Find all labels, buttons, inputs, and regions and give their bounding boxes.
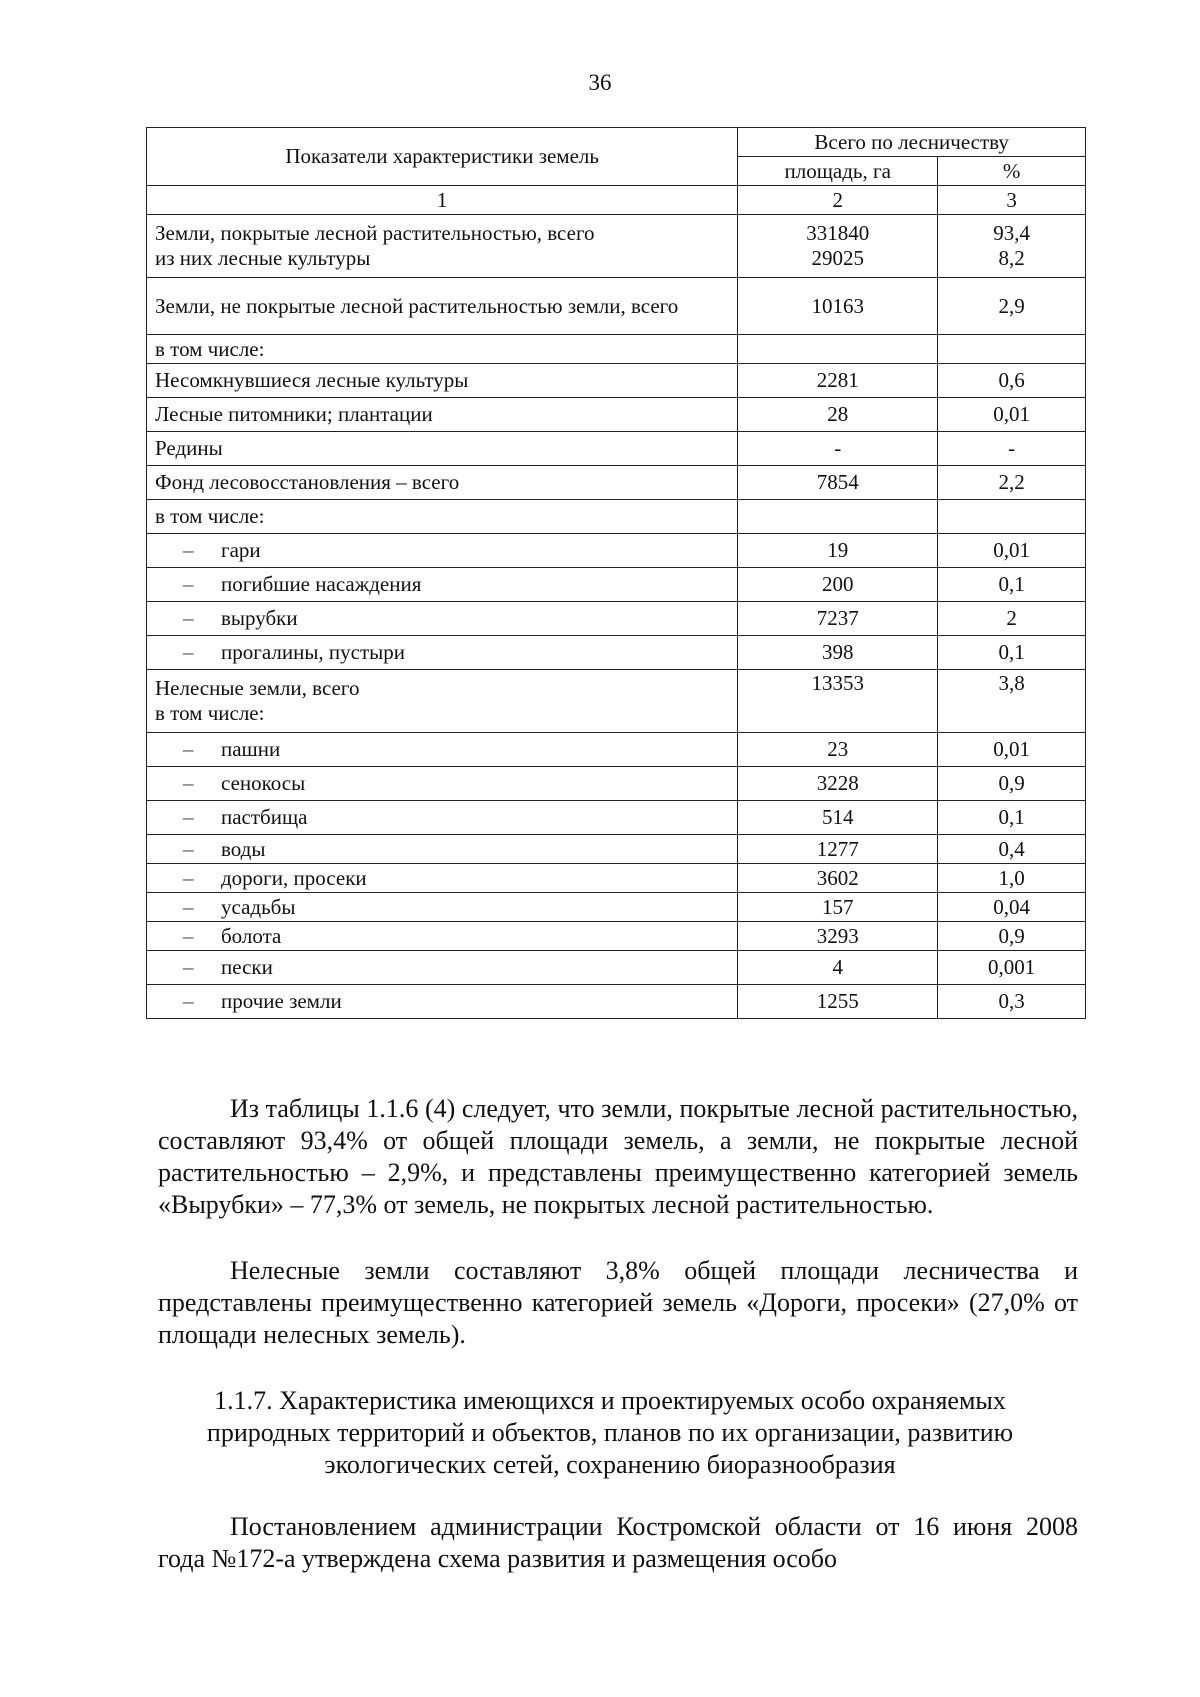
row-area: 13353 xyxy=(738,670,938,733)
table-row xyxy=(147,985,1086,1019)
row-pct: 0,001 xyxy=(938,951,1086,985)
list-dash: – xyxy=(183,923,194,948)
row-area: 7237 xyxy=(738,602,938,636)
row-label: пески xyxy=(221,955,273,979)
table-row xyxy=(147,466,1086,500)
row-pct-sub: 8,2 xyxy=(998,246,1025,270)
paragraph-non-forest xyxy=(158,1255,1078,1351)
list-dash: – xyxy=(183,894,194,919)
row-pct: 2,9 xyxy=(938,278,1086,335)
row-pct: 0,01 xyxy=(938,534,1086,568)
table-row xyxy=(147,534,1086,568)
table-row xyxy=(147,398,1086,432)
row-label: погибшие насаждения xyxy=(221,572,422,596)
row-area: 19 xyxy=(738,534,938,568)
row-label: Земли, покрытые лесной растительностью, всего xyxy=(155,221,595,245)
row-area: 28 xyxy=(738,398,938,432)
list-dash: – xyxy=(183,640,194,664)
table-row xyxy=(147,864,1086,893)
row-area xyxy=(738,335,938,364)
header-percent: % xyxy=(938,157,1086,186)
table-row xyxy=(147,922,1086,951)
row-label: гари xyxy=(221,538,261,562)
row-area: - xyxy=(738,432,938,466)
header-num-1: 1 xyxy=(147,186,738,215)
table-row xyxy=(147,670,1086,733)
table-row xyxy=(147,602,1086,636)
row-area: 23 xyxy=(738,733,938,767)
row-pct: 0,1 xyxy=(938,801,1086,835)
row-label: Лесные питомники; плантации xyxy=(147,398,738,432)
table-row xyxy=(147,636,1086,670)
paragraph-text: Из таблицы 1.1.6 (4) следует, что земли, покрытые лесной растительностью, составляют 93,4% от общей площади земель, а земли, не покрытые лесной растительностью – 2,9%, и представлены преимущественно категорией земель «Вырубки» – 77,3% от земель, не покрытых лесной растительностью. xyxy=(158,1094,1078,1219)
row-pct: 0,4 xyxy=(938,835,1086,864)
row-label: Земли, не покрытые лесной растительностью земли, всего xyxy=(147,278,738,335)
list-dash: – xyxy=(183,955,194,979)
row-label-sub: в том числе: xyxy=(155,701,265,725)
row-pct: 93,4 xyxy=(993,221,1030,245)
row-label: прочие земли xyxy=(221,989,342,1013)
row-label: в том числе: xyxy=(147,335,738,364)
row-label: пастбища xyxy=(221,805,308,829)
row-label: Нелесные земли, всего xyxy=(155,676,360,700)
row-area: 4 xyxy=(738,951,938,985)
row-area: 3602 xyxy=(738,864,938,893)
header-indicators: Показатели характеристики земель xyxy=(147,128,738,186)
list-dash: – xyxy=(183,737,194,761)
list-dash: – xyxy=(183,865,194,890)
header-forestry-total: Всего по лесничеству xyxy=(738,128,1086,157)
row-area: 200 xyxy=(738,568,938,602)
table-row xyxy=(147,215,1086,278)
row-area: 10163 xyxy=(738,278,938,335)
list-dash: – xyxy=(183,606,194,630)
row-label: пашни xyxy=(221,737,281,761)
row-label: дороги, просеки xyxy=(221,865,367,890)
row-area-sub: 29025 xyxy=(811,246,864,270)
row-label: сенокосы xyxy=(221,771,306,795)
row-area: 1277 xyxy=(738,835,938,864)
row-label-sub: из них лесные культуры xyxy=(155,246,371,270)
row-pct xyxy=(938,335,1086,364)
row-area: 331840 xyxy=(806,221,870,245)
row-label: в том числе: xyxy=(147,500,738,534)
row-area: 398 xyxy=(738,636,938,670)
row-pct: 0,6 xyxy=(938,364,1086,398)
row-pct: 1,0 xyxy=(938,864,1086,893)
row-pct: 0,9 xyxy=(938,767,1086,801)
table-row xyxy=(147,500,1086,534)
table-row xyxy=(147,568,1086,602)
row-label: болота xyxy=(221,923,282,948)
row-area: 514 xyxy=(738,801,938,835)
list-dash: – xyxy=(183,771,194,795)
row-area: 3293 xyxy=(738,922,938,951)
table-row xyxy=(147,893,1086,922)
list-dash: – xyxy=(183,836,194,861)
page-number: 36 xyxy=(588,70,612,95)
table-row xyxy=(147,335,1086,364)
land-characteristics-table xyxy=(146,127,1086,1019)
list-dash: – xyxy=(183,989,194,1013)
row-pct: 3,8 xyxy=(938,670,1086,733)
paragraph-text: Постановлением администрации Костромской области от 16 июня 2008 года №172-а утверждена схема развития и размещения особо xyxy=(158,1512,1078,1573)
table-row xyxy=(147,278,1086,335)
row-pct: 0,01 xyxy=(938,398,1086,432)
row-pct: 2 xyxy=(938,602,1086,636)
row-pct: - xyxy=(938,432,1086,466)
row-area xyxy=(738,500,938,534)
row-label: воды xyxy=(221,836,266,861)
row-label: Фонд лесовосстановления – всего xyxy=(147,466,738,500)
list-dash: – xyxy=(183,572,194,596)
row-area: 157 xyxy=(738,893,938,922)
row-pct: 2,2 xyxy=(938,466,1086,500)
row-pct: 0,1 xyxy=(938,568,1086,602)
paragraph-text: Нелесные земли составляют 3,8% общей площади лесничества и представлены преимущественно категорией земель «Дороги, просеки» (27,0% от площади нелесных земель). xyxy=(158,1256,1078,1349)
row-pct: 0,04 xyxy=(938,893,1086,922)
row-area: 1255 xyxy=(738,985,938,1019)
table-row xyxy=(147,432,1086,466)
table-row xyxy=(147,951,1086,985)
table-row xyxy=(147,835,1086,864)
table-row xyxy=(147,364,1086,398)
row-pct xyxy=(938,500,1086,534)
row-pct: 0,1 xyxy=(938,636,1086,670)
row-area: 7854 xyxy=(738,466,938,500)
header-num-3: 3 xyxy=(938,186,1086,215)
table-row xyxy=(147,767,1086,801)
row-area: 2281 xyxy=(738,364,938,398)
row-label: Несомкнувшиеся лесные культуры xyxy=(147,364,738,398)
table-row xyxy=(147,733,1086,767)
table-row xyxy=(147,801,1086,835)
list-dash: – xyxy=(183,805,194,829)
paragraph-resolution xyxy=(158,1511,1078,1575)
row-pct: 0,01 xyxy=(938,733,1086,767)
row-label: Редины xyxy=(147,432,738,466)
header-area: площадь, га xyxy=(738,157,938,186)
row-label: усадьбы xyxy=(221,894,296,919)
row-pct: 0,9 xyxy=(938,922,1086,951)
row-label: прогалины, пустыри xyxy=(221,640,406,664)
header-num-2: 2 xyxy=(738,186,938,215)
paragraph-table-summary xyxy=(158,1093,1078,1221)
row-pct: 0,3 xyxy=(938,985,1086,1019)
row-label: вырубки xyxy=(221,606,298,630)
section-heading: 1.1.7. Характеристика имеющихся и проектируемых особо охраняемых природных территорий и объектов, планов по их организации, развитию экологических сетей, сохранению биоразнообразия xyxy=(206,1386,1014,1479)
row-area: 3228 xyxy=(738,767,938,801)
list-dash: – xyxy=(183,538,194,562)
